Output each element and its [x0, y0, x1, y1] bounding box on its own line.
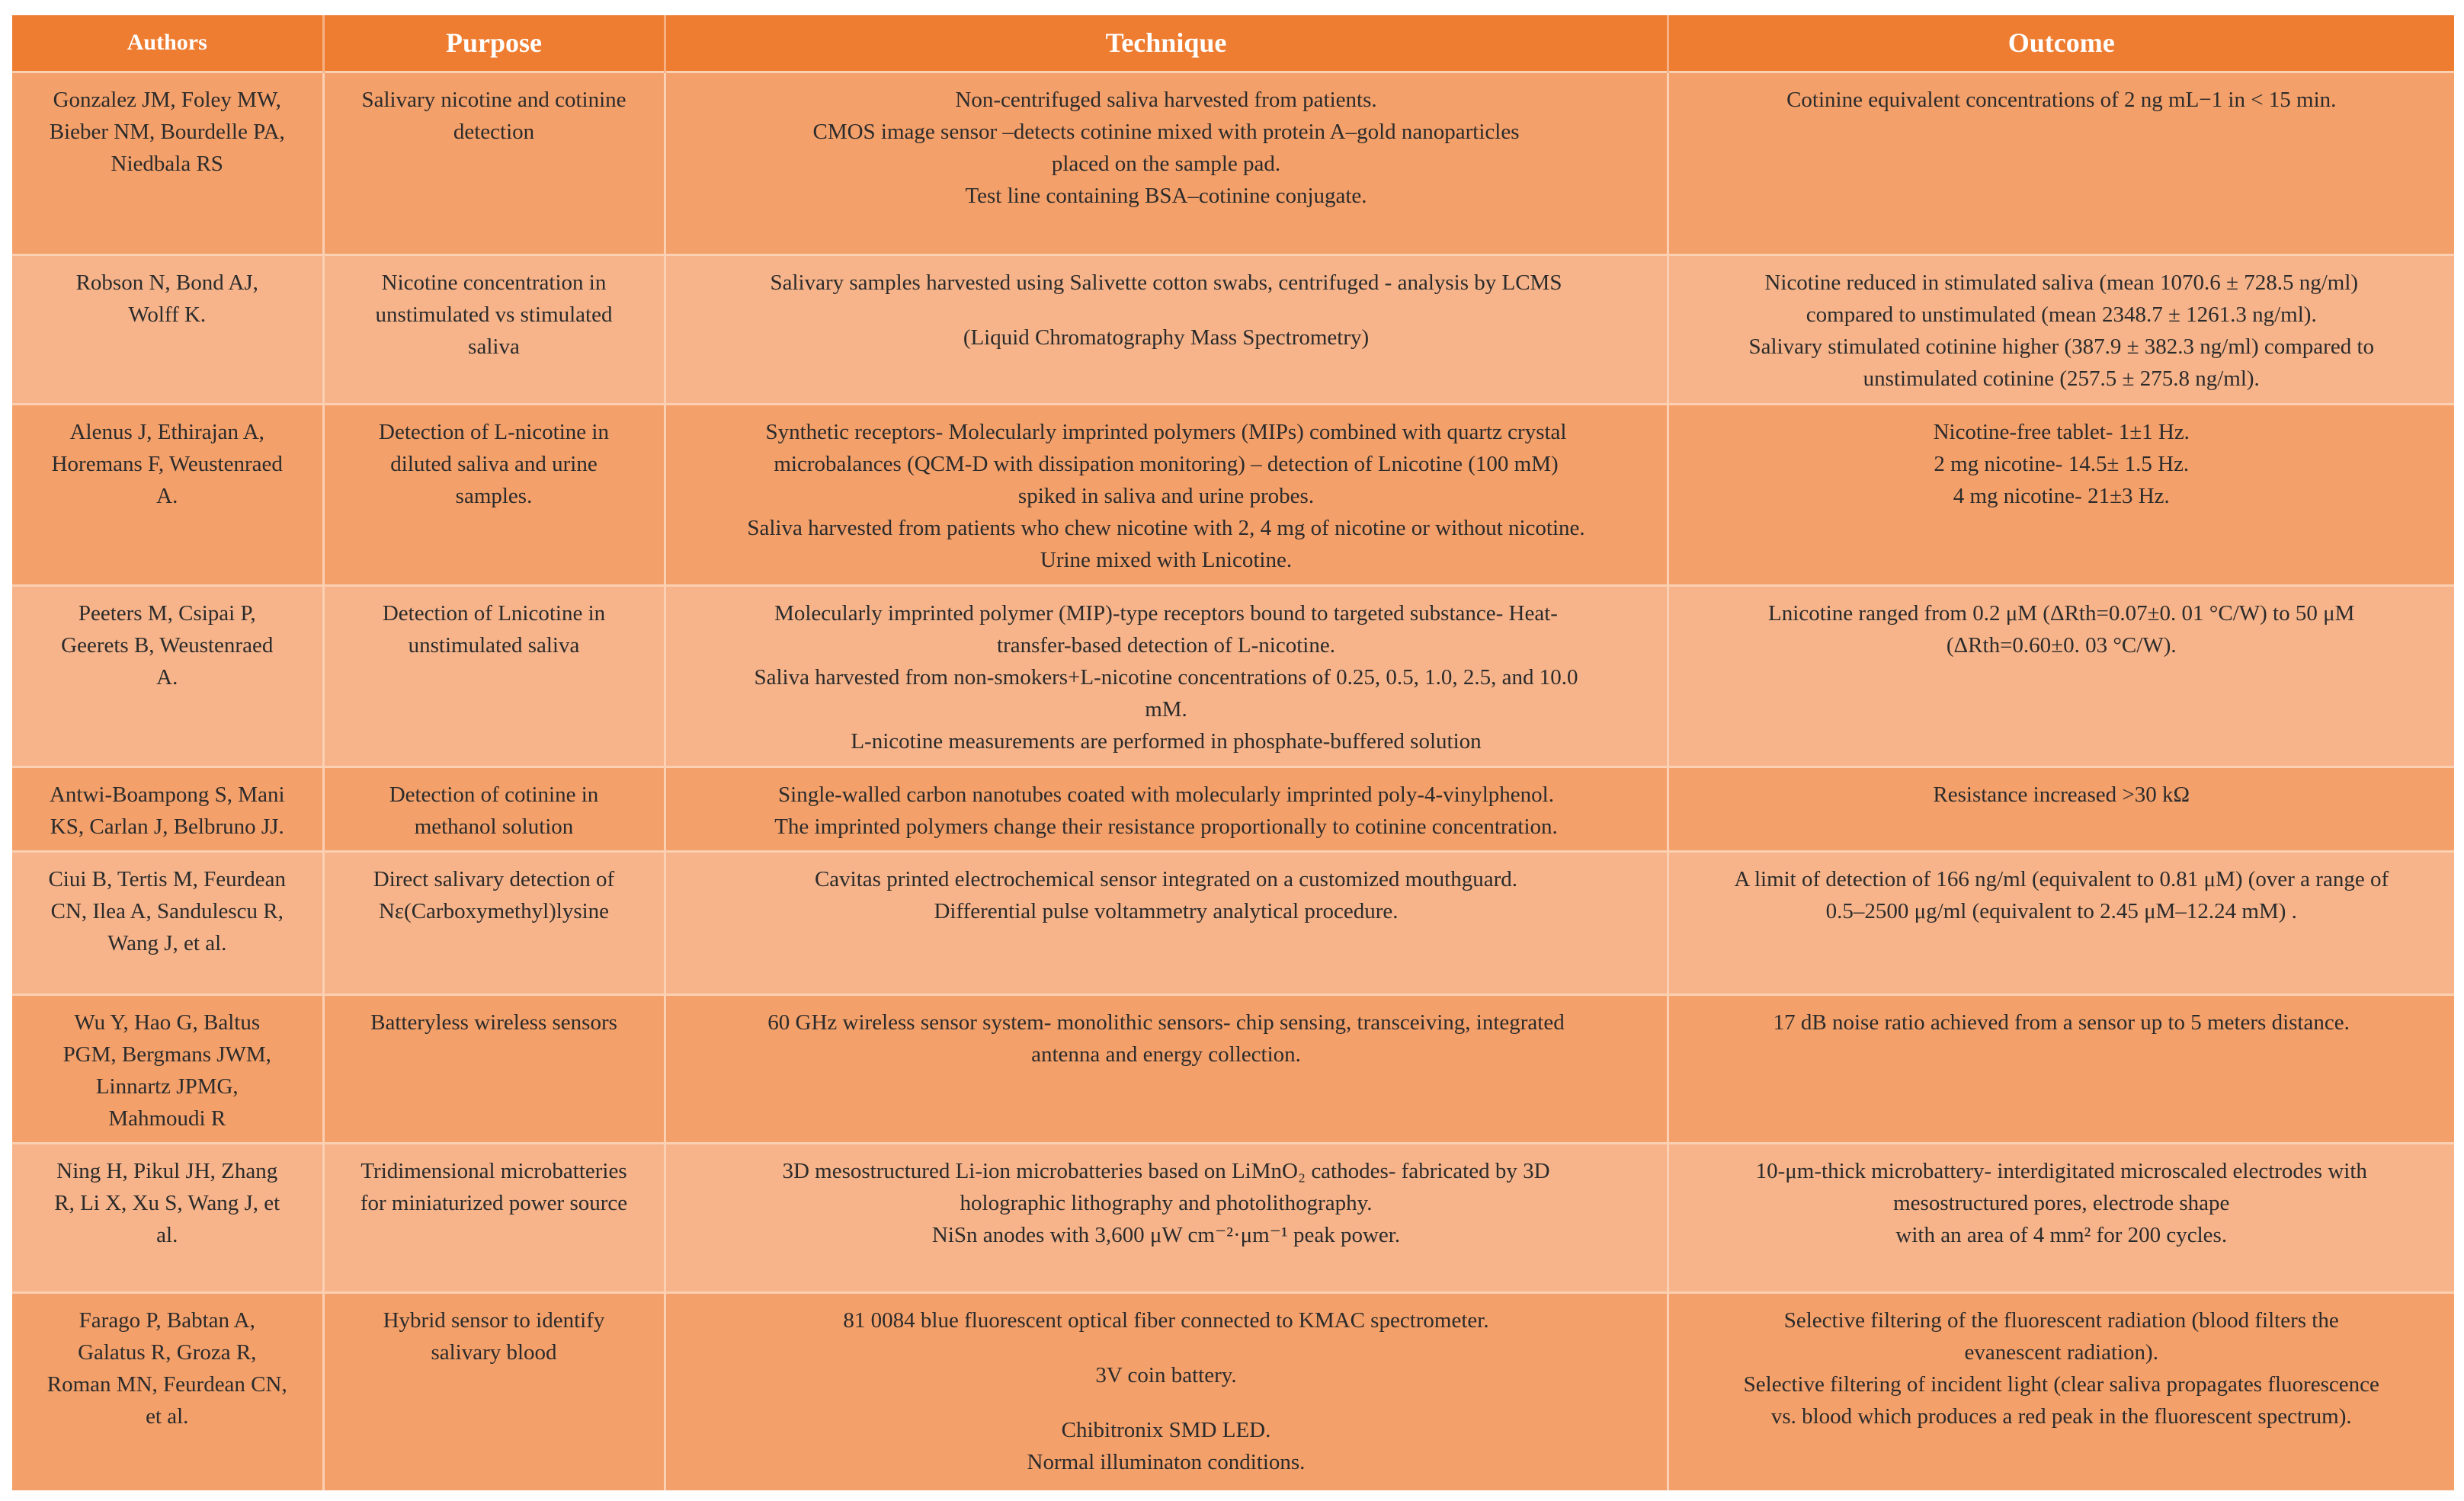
cell-line: A. [156, 483, 178, 508]
cell-line: A limit of detection of 166 ng/ml (equivalent to 0.81 μM) (over a range of [1734, 866, 2389, 891]
cell-line: detection [453, 119, 535, 144]
cell-line: unstimulated vs stimulated [375, 302, 613, 327]
cell-line: Salivary nicotine and cotinine [361, 87, 626, 112]
cell-technique [665, 851, 1668, 994]
cell-line: Nicotine reduced in stimulated saliva (mean 1070.6 ± 728.5 ng/ml) [1764, 270, 2359, 295]
cell-line: al. [156, 1222, 178, 1247]
cell-line: 81 0084 blue fluorescent optical fiber connected to KMAC spectrometer. [843, 1307, 1489, 1333]
cell-line: salivary blood [431, 1339, 557, 1365]
cell-line: Direct salivary detection of [373, 866, 615, 891]
cell-line: Detection of cotinine in [389, 782, 599, 807]
cell-line: Alenus J, Ethirajan A, [69, 419, 264, 444]
cell-line: Wolff K. [128, 302, 207, 327]
cell-line: CN, Ilea A, Sandulescu R, [50, 898, 284, 923]
cell-line: The imprinted polymers change their resistance proportionally to cotinine concentration. [774, 814, 1558, 839]
cell-line: unstimulated saliva [408, 632, 580, 658]
cell-outcome [1668, 72, 2454, 254]
cell-line: Roman MN, Feurdean CN, [46, 1371, 287, 1397]
cell-line: Bieber NM, Bourdelle PA, [49, 119, 285, 144]
table-row [12, 585, 2454, 767]
cell-purpose [323, 767, 665, 851]
cell-line: with an area of 4 mm² for 200 cycles. [1895, 1222, 2228, 1247]
cell-line: Ning H, Pikul JH, Zhang [56, 1158, 278, 1183]
cell-line: 60 GHz wireless sensor system- monolithic sensors- chip sensing, transceiving, integrated [767, 1010, 1565, 1035]
cell-technique [665, 404, 1668, 585]
table-row [12, 1292, 2454, 1490]
cell-outcome [1668, 1143, 2454, 1292]
cell-purpose [323, 994, 665, 1143]
cell-line: PGM, Bergmans JWM, [62, 1042, 271, 1067]
cell-line: Selective filtering of incident light (clear saliva propagates fluorescence [1743, 1371, 2379, 1397]
cell-line: Cotinine equivalent concentrations of 2 ng mL−1 in < 15 min. [1786, 87, 2337, 112]
cell-outcome [1668, 994, 2454, 1143]
cell-line: Hybrid sensor to identify [383, 1307, 605, 1333]
cell-line: Nicotine concentration in [381, 270, 607, 295]
cell-line: mM. [1145, 696, 1187, 722]
cell-technique [665, 994, 1668, 1143]
cell-line: L-nicotine measurements are performed in phosphate-buffered solution [851, 728, 1482, 754]
cell-line: Chibitronix SMD LED. [1061, 1417, 1271, 1442]
summary-table-container [12, 15, 2454, 1487]
cell-authors [12, 767, 323, 851]
table-row [12, 994, 2454, 1143]
cell-technique [665, 767, 1668, 851]
cell-line: mesostructured pores, electrode shape [1893, 1190, 2230, 1215]
table-row [12, 254, 2454, 404]
cell-line: Resistance increased >30 kΩ [1933, 782, 2190, 807]
cell-authors [12, 72, 323, 254]
table-header [12, 15, 2454, 72]
cell-line: Wang J, et al. [107, 930, 227, 955]
cell-line: Farago P, Babtan A, [79, 1307, 255, 1333]
cell-technique [665, 254, 1668, 404]
cell-line: microbalances (QCM-D with dissipation monitoring) – detection of Lnicotine (100 mM) [774, 451, 1559, 476]
cell-line: 10-μm-thick microbattery- interdigitated microscaled electrodes with [1755, 1158, 2367, 1183]
cell-line: Salivary stimulated cotinine higher (387.9 ± 382.3 ng/ml) compared to [1748, 334, 2374, 359]
cell-line: R, Li X, Xu S, Wang J, et [54, 1190, 280, 1215]
cell-line: Synthetic receptors- Molecularly imprinted polymers (MIPs) combined with quartz crystal [765, 419, 1567, 444]
cell-line: Robson N, Bond AJ, [75, 270, 258, 295]
cell-line: for miniaturized power source [360, 1190, 628, 1215]
cell-line: Gonzalez JM, Foley MW, [53, 87, 281, 112]
cell-authors [12, 404, 323, 585]
cell-line: holographic lithography and photolithography. [960, 1190, 1373, 1215]
cell-outcome [1668, 585, 2454, 767]
cell-line: evanescent radiation). [1964, 1339, 2158, 1365]
cell-gap [680, 1336, 1653, 1359]
cell-authors [12, 1143, 323, 1292]
table-body [12, 72, 2454, 1490]
cell-line: Differential pulse voltammetry analytical procedure. [934, 898, 1399, 923]
cell-line: saliva [468, 334, 520, 359]
cell-line: 4 mg nicotine- 21±3 Hz. [1953, 483, 2170, 508]
cell-authors [12, 254, 323, 404]
cell-line: Wu Y, Hao G, Baltus [74, 1010, 261, 1035]
cell-authors [12, 585, 323, 767]
cell-line: Saliva harvested from patients who chew nicotine with 2, 4 mg of nicotine or without nicotine. [747, 515, 1585, 540]
header-outcome: Outcome [1668, 15, 2454, 72]
header-row [12, 15, 2454, 72]
header-authors: Authors [12, 15, 323, 72]
cell-line: Urine mixed with Lnicotine. [1040, 547, 1293, 572]
cell-line: Selective filtering of the fluorescent radiation (blood filters the [1783, 1307, 2339, 1333]
cell-line: 3V coin battery. [1095, 1362, 1237, 1387]
cell-gap [680, 1391, 1653, 1414]
cell-line: Galatus R, Groza R, [78, 1339, 257, 1365]
cell-line: NiSn anodes with 3,600 μW cm⁻²·μm⁻¹ peak power. [931, 1222, 1401, 1247]
cell-purpose [323, 1292, 665, 1490]
cell-purpose [323, 72, 665, 254]
cell-purpose [323, 254, 665, 404]
cell-line: Nicotine-free tablet- 1±1 Hz. [1933, 419, 2190, 444]
cell-technique [665, 1143, 1668, 1292]
cell-line: Single-walled carbon nanotubes coated with molecularly imprinted poly-4-vinylphenol. [778, 782, 1554, 807]
cell-purpose [323, 585, 665, 767]
cell-line: spiked in saliva and urine probes. [1017, 483, 1315, 508]
summary-table [12, 15, 2454, 1490]
cell-line: samples. [455, 483, 533, 508]
cell-line: Mahmoudi R [108, 1106, 226, 1131]
cell-line: Niedbala RS [111, 151, 223, 176]
cell-line: Batteryless wireless sensors [370, 1010, 617, 1035]
cell-line: Tridimensional microbatteries [360, 1158, 627, 1183]
cell-line: Cavitas printed electrochemical sensor integrated on a customized mouthguard. [814, 866, 1518, 891]
cell-purpose [323, 851, 665, 994]
cell-outcome [1668, 767, 2454, 851]
cell-authors [12, 994, 323, 1143]
cell-line: Antwi-Boampong S, Mani [49, 782, 285, 807]
cell-line: antenna and energy collection. [1031, 1042, 1301, 1067]
cell-line: diluted saliva and urine [390, 451, 598, 476]
cell-purpose [323, 404, 665, 585]
cell-line: unstimulated cotinine (257.5 ± 275.8 ng/ml). [1863, 366, 2260, 391]
cell-line: CMOS image sensor –detects cotinine mixed with protein A–gold nanoparticles [812, 119, 1520, 144]
cell-line: (Liquid Chromatography Mass Spectrometry) [963, 325, 1370, 350]
cell-outcome [1668, 404, 2454, 585]
cell-line: et al. [146, 1403, 189, 1429]
cell-line: 2 mg nicotine- 14.5± 1.5 Hz. [1934, 451, 2190, 476]
cell-line: Horemans F, Weustenraed [51, 451, 283, 476]
cell-technique [665, 1292, 1668, 1490]
cell-line: 0.5–2500 μg/ml (equivalent to 2.45 μM–12.24 mM) . [1825, 898, 2297, 923]
cell-line: Lnicotine ranged from 0.2 μM (ΔRth=0.07±0. 01 °C/W) to 50 μM [1768, 600, 2355, 626]
header-technique: Technique [665, 15, 1668, 72]
table-row [12, 851, 2454, 994]
cell-line: vs. blood which produces a red peak in the fluorescent spectrum). [1770, 1403, 2352, 1429]
cell-line: Salivary samples harvested using Salivette cotton swabs, centrifuged - analysis by LCMS [770, 270, 1562, 295]
cell-line: methanol solution [414, 814, 574, 839]
cell-outcome [1668, 254, 2454, 404]
cell-line: Geerets B, Weustenraed [61, 632, 274, 658]
cell-line: placed on the sample pad. [1051, 151, 1281, 176]
cell-line: 3D mesostructured Li-ion microbatteries based on LiMnO₂ cathodes- fabricated by 3D [782, 1158, 1550, 1183]
cell-line: transfer-based detection of L-nicotine. [997, 632, 1335, 658]
cell-line: 17 dB noise ratio achieved from a sensor up to 5 meters distance. [1773, 1010, 2350, 1035]
table-row [12, 1143, 2454, 1292]
cell-authors [12, 851, 323, 994]
cell-line: (ΔRth=0.60±0. 03 °C/W). [1946, 632, 2177, 658]
cell-line: Non-centrifuged saliva harvested from patients. [955, 87, 1377, 112]
cell-line: KS, Carlan J, Belbruno JJ. [50, 814, 284, 839]
cell-line: Linnartz JPMG, [95, 1074, 239, 1099]
cell-technique [665, 585, 1668, 767]
cell-line: Detection of L-nicotine in [379, 419, 609, 444]
cell-line: Peeters M, Csipai P, [78, 600, 256, 626]
table-row [12, 72, 2454, 254]
cell-purpose [323, 1143, 665, 1292]
cell-authors [12, 1292, 323, 1490]
table-row [12, 767, 2454, 851]
cell-line: Detection of Lnicotine in [382, 600, 606, 626]
cell-technique [665, 72, 1668, 254]
table-row [12, 404, 2454, 585]
cell-gap [680, 299, 1653, 322]
cell-line: compared to unstimulated (mean 2348.7 ± 1261.3 ng/ml). [1806, 302, 2317, 327]
cell-line: Test line containing BSA–cotinine conjugate. [965, 183, 1367, 208]
cell-line: Saliva harvested from non-smokers+L-nicotine concentrations of 0.25, 0.5, 1.0, 2.5, and 10.0 [754, 664, 1578, 690]
header-purpose: Purpose [323, 15, 665, 72]
cell-outcome [1668, 1292, 2454, 1490]
cell-outcome [1668, 851, 2454, 994]
cell-line: Molecularly imprinted polymer (MIP)-type receptors bound to targeted substance- Heat- [774, 600, 1558, 626]
cell-line: Normal illuminaton conditions. [1027, 1449, 1306, 1474]
cell-line: Ciui B, Tertis M, Feurdean [48, 866, 287, 891]
cell-line: A. [156, 664, 178, 690]
cell-line: Nε(Carboxymethyl)lysine [378, 898, 610, 923]
